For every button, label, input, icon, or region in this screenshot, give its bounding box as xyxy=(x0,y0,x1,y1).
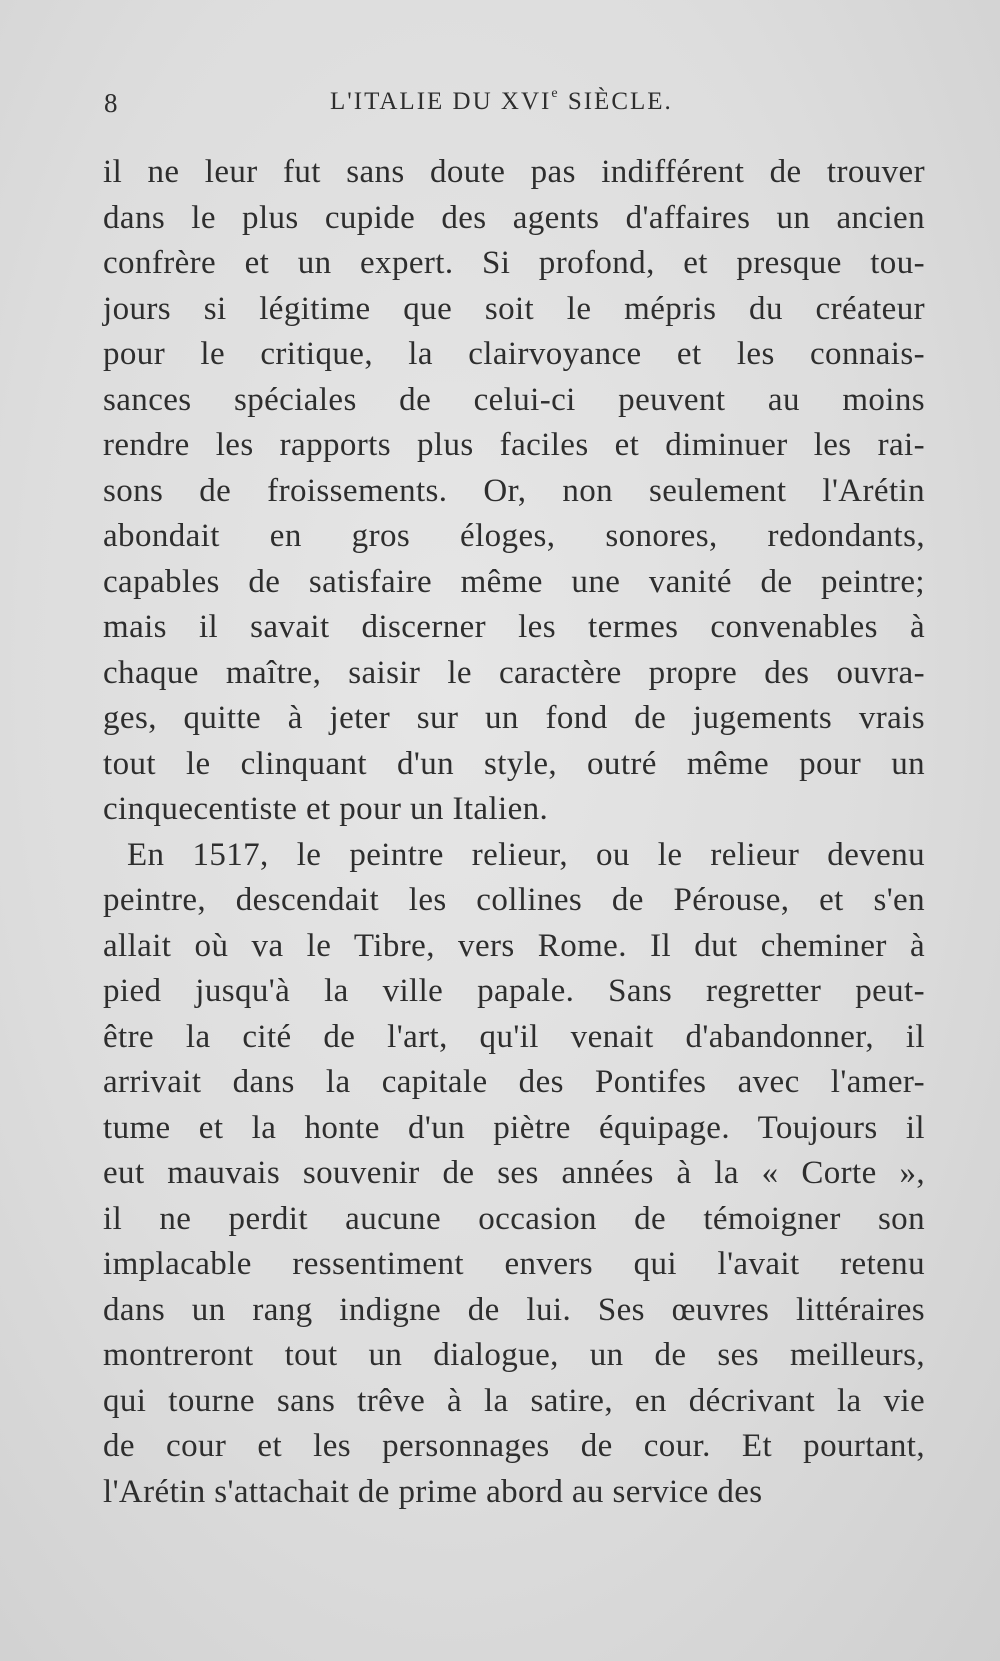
text-line: confrère et un expert. Si profond, et presque tou- xyxy=(103,245,925,281)
text-line: En 1517, le peintre relieur, ou le relieur devenu xyxy=(127,836,925,873)
text-line: tout le clinquant d'un style, outré même pour un xyxy=(103,745,925,782)
text-line: capables de satisfaire même une vanité de peintre; xyxy=(103,563,925,600)
text-line: tume et la honte d'un piètre équipage. Toujours il xyxy=(103,1109,925,1146)
text-line: qui tourne sans trêve à la satire, en décrivant la vie xyxy=(103,1382,925,1419)
paragraph xyxy=(103,150,925,833)
text-line: dans le plus cupide des agents d'affaires un ancien xyxy=(103,199,925,236)
text-line: sances spéciales de celui-ci peuvent au moins xyxy=(103,381,925,418)
text-line: ges, quitte à jeter sur un fond de jugements vrais xyxy=(103,700,925,736)
text-line: dans un rang indigne de lui. Ses œuvres littéraires xyxy=(103,1291,925,1328)
text-line: montreront tout un dialogue, un de ses meilleurs, xyxy=(103,1337,925,1373)
text-line: jours si légitime que soit le mépris du créateur xyxy=(103,290,925,327)
text-line: il ne perdit aucune occasion de témoigner son xyxy=(103,1200,925,1237)
text-line: eut mauvais souvenir de ses années à la « Corte », xyxy=(103,1155,925,1191)
text-line: pied jusqu'à la ville papale. Sans regretter peut- xyxy=(103,973,925,1009)
text-line: chaque maître, saisir le caractère propre des ouvra- xyxy=(103,654,925,691)
text-line: cinquecentiste et pour un Italien. xyxy=(103,791,549,827)
running-title xyxy=(330,88,673,116)
text-line: il ne leur fut sans doute pas indifférent de trouver xyxy=(103,154,925,190)
text-line: être la cité de l'art, qu'il venait d'abandonner, il xyxy=(103,1018,925,1055)
page-number: 8 xyxy=(104,88,119,118)
paragraph xyxy=(103,833,925,1516)
text-line: l'Arétin s'attachait de prime abord au service des xyxy=(103,1473,763,1510)
text-line: arrivait dans la capitale des Pontifes avec l'amer- xyxy=(103,1064,925,1100)
text-line: allait où va le Tibre, vers Rome. Il dut cheminer à xyxy=(103,927,925,964)
running-title-main: L'ITALIE DU XVI xyxy=(330,88,552,115)
text-line: de cour et les personnages de cour. Et pourtant, xyxy=(103,1428,925,1464)
running-title-superscript: e xyxy=(551,86,560,101)
text-line: pour le critique, la clairvoyance et les connais- xyxy=(103,336,925,372)
text-line: sons de froissements. Or, non seulement l'Arétin xyxy=(103,472,925,509)
text-line: mais il savait discerner les termes convenables à xyxy=(103,609,925,645)
text-line: peintre, descendait les collines de Pérouse, et s'en xyxy=(103,882,925,918)
body-text xyxy=(103,150,925,1515)
text-line: rendre les rapports plus faciles et diminuer les rai- xyxy=(103,427,925,463)
text-line: abondait en gros éloges, sonores, redondants, xyxy=(103,518,925,554)
text-line: implacable ressentiment envers qui l'avait retenu xyxy=(103,1246,925,1282)
running-head xyxy=(104,88,944,128)
running-title-tail: SIÈCLE. xyxy=(559,88,673,115)
